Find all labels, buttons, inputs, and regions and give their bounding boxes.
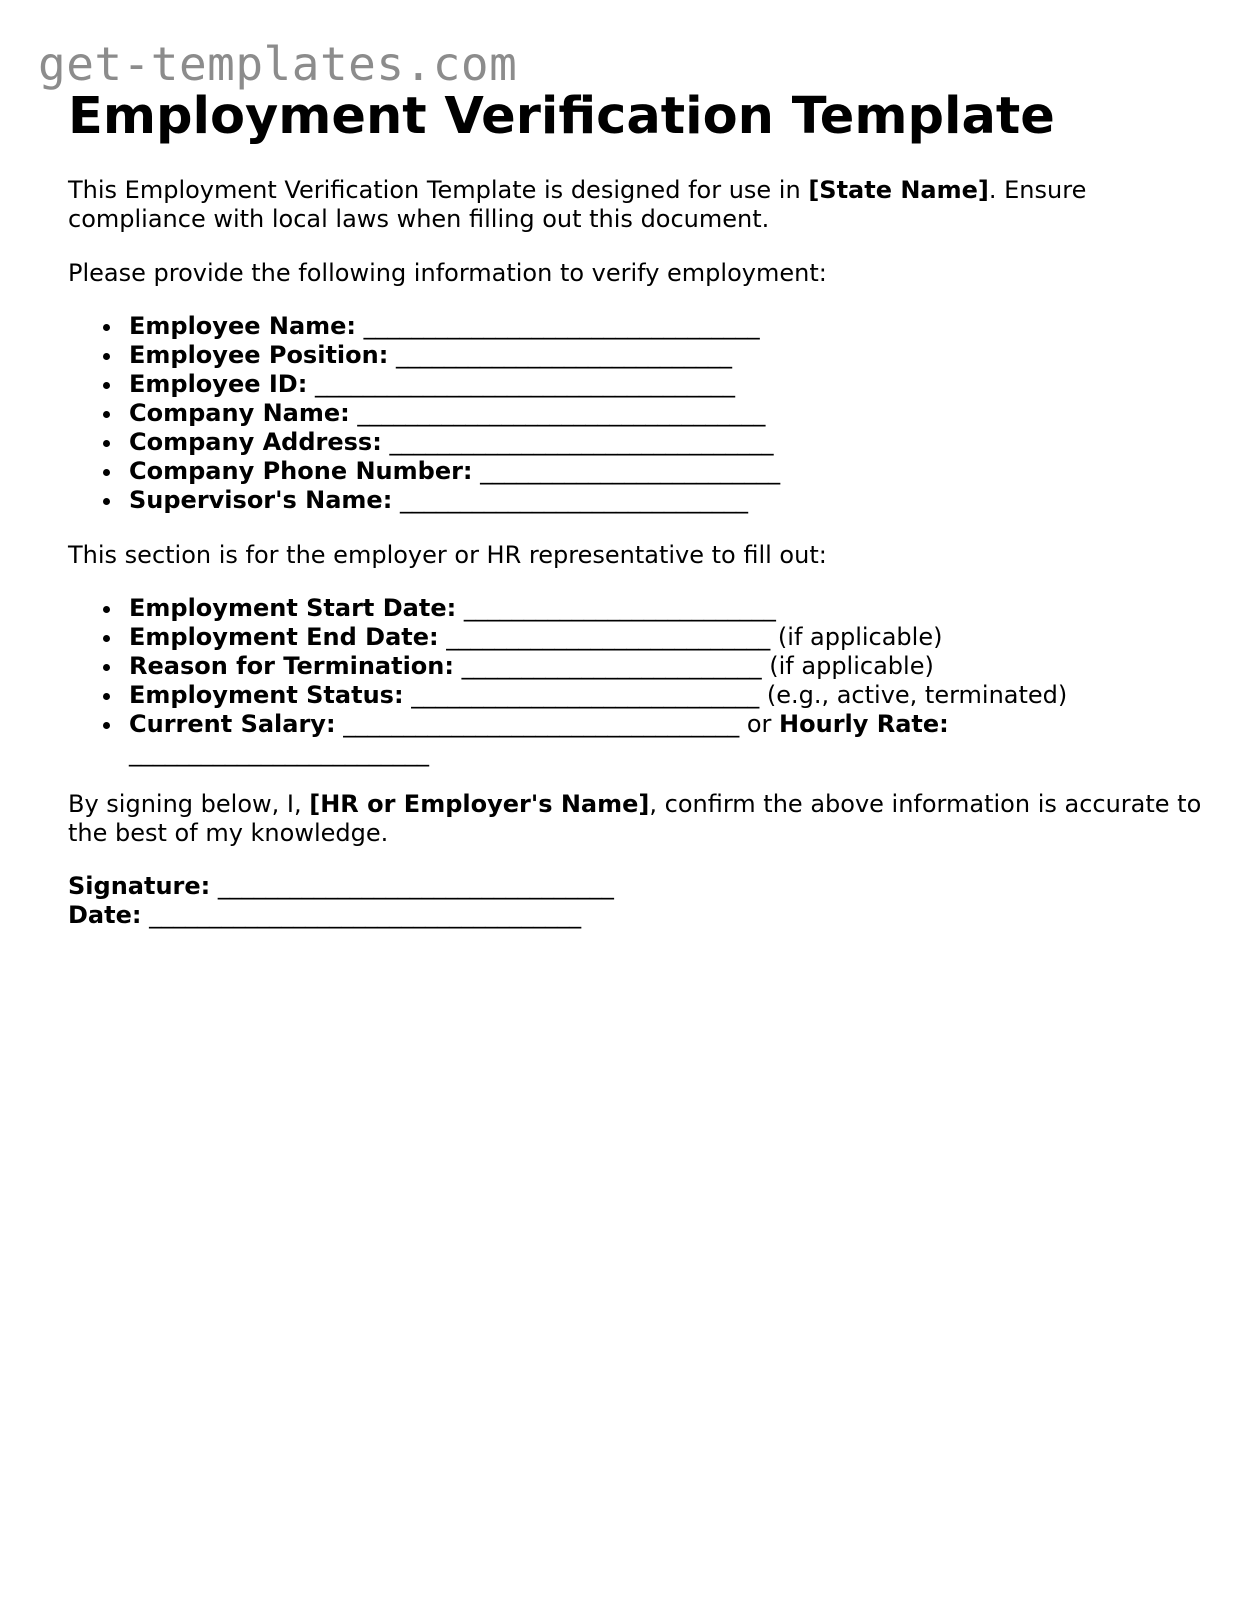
field-label: Reason for Termination: — [129, 652, 454, 680]
field-label: Company Address: — [129, 428, 382, 456]
field-supervisor-name — [129, 486, 1208, 515]
field-note: (e.g., active, terminated) — [766, 681, 1068, 709]
signature-block — [68, 872, 1208, 930]
watermark: get-templates.com — [38, 37, 518, 91]
field-blank-line[interactable]: _________________________ — [480, 457, 781, 485]
document-title: Employment Verification Template — [68, 87, 1055, 146]
field-employee-id — [129, 370, 1208, 399]
field-label: Employment Status: — [129, 681, 404, 709]
field-employment-start-date — [129, 594, 1208, 623]
field-blank-line[interactable]: _________________________ — [461, 652, 762, 680]
intro-text-after: . Ensure compliance with local laws when filling out this document. — [68, 176, 1087, 233]
confirmation-text-after: , confirm the above information is accurate to the best of my knowledge. — [68, 790, 1202, 847]
signature-blank[interactable]: _________________________________ — [217, 872, 614, 900]
field-label: Company Name: — [129, 399, 350, 427]
employee-request-text: Please provide the following information to verify employment: — [68, 259, 827, 287]
field-employee-name — [129, 312, 1208, 341]
field-employment-status — [129, 681, 1208, 710]
field-label: Employee Name: — [129, 312, 357, 340]
field-company-address — [129, 428, 1208, 457]
confirmation-paragraph — [68, 790, 1208, 848]
field-label: Supervisor's Name: — [129, 486, 393, 514]
field-label: Employment End Date: — [129, 623, 439, 651]
field-blank-line[interactable]: ___________________________ — [446, 623, 771, 651]
field-connector: or — [746, 710, 772, 738]
date-line — [68, 901, 1208, 930]
date-blank[interactable]: ____________________________________ — [149, 901, 582, 929]
intro-text-before: This Employment Verification Template is designed for use in — [68, 176, 809, 204]
field-blank-line[interactable]: __________________________ — [463, 594, 776, 622]
field-label: Employee Position: — [129, 341, 389, 369]
field-blank-line[interactable]: ___________________________________ — [314, 370, 735, 398]
field-label-hourly-rate: Hourly Rate: — [779, 710, 949, 738]
field-company-phone — [129, 457, 1208, 486]
field-label: Employment Start Date: — [129, 594, 457, 622]
field-blank-line[interactable]: __________________________________ — [357, 399, 766, 427]
field-blank-line[interactable]: _________________________________ — [363, 312, 760, 340]
field-note: (if applicable) — [769, 652, 934, 680]
field-employment-end-date — [129, 623, 1208, 652]
date-label: Date: — [68, 901, 142, 929]
field-blank-line[interactable]: _________________________________ — [343, 710, 740, 738]
employer-section-note: This section is for the employer or HR representative to fill out: — [68, 541, 827, 569]
field-blank-line-hourly-rate[interactable]: _________________________ — [129, 739, 429, 767]
field-current-salary — [129, 710, 1208, 768]
signature-label: Signature: — [68, 872, 211, 900]
field-blank-line[interactable]: _____________________________ — [399, 486, 748, 514]
field-blank-line[interactable]: ________________________________ — [389, 428, 774, 456]
document-page — [68, 86, 1208, 930]
field-note: (if applicable) — [777, 623, 943, 651]
field-employee-position — [129, 341, 1208, 370]
signature-line — [68, 872, 1208, 901]
employee-fields-list — [68, 312, 1208, 515]
field-label: Employee ID: — [129, 370, 308, 398]
field-company-name — [129, 399, 1208, 428]
field-reason-for-termination — [129, 652, 1208, 681]
confirmation-text-before: By signing below, I, — [68, 790, 310, 818]
employer-fields-list — [68, 594, 1208, 768]
state-name-placeholder: [State Name] — [808, 176, 989, 204]
field-blank-line[interactable]: ____________________________ — [395, 341, 732, 369]
field-blank-line[interactable]: _____________________________ — [411, 681, 760, 709]
field-label: Company Phone Number: — [129, 457, 473, 485]
employer-name-placeholder: [HR or Employer's Name] — [309, 790, 650, 818]
intro-paragraph — [68, 176, 1208, 234]
field-label: Current Salary: — [129, 710, 336, 738]
